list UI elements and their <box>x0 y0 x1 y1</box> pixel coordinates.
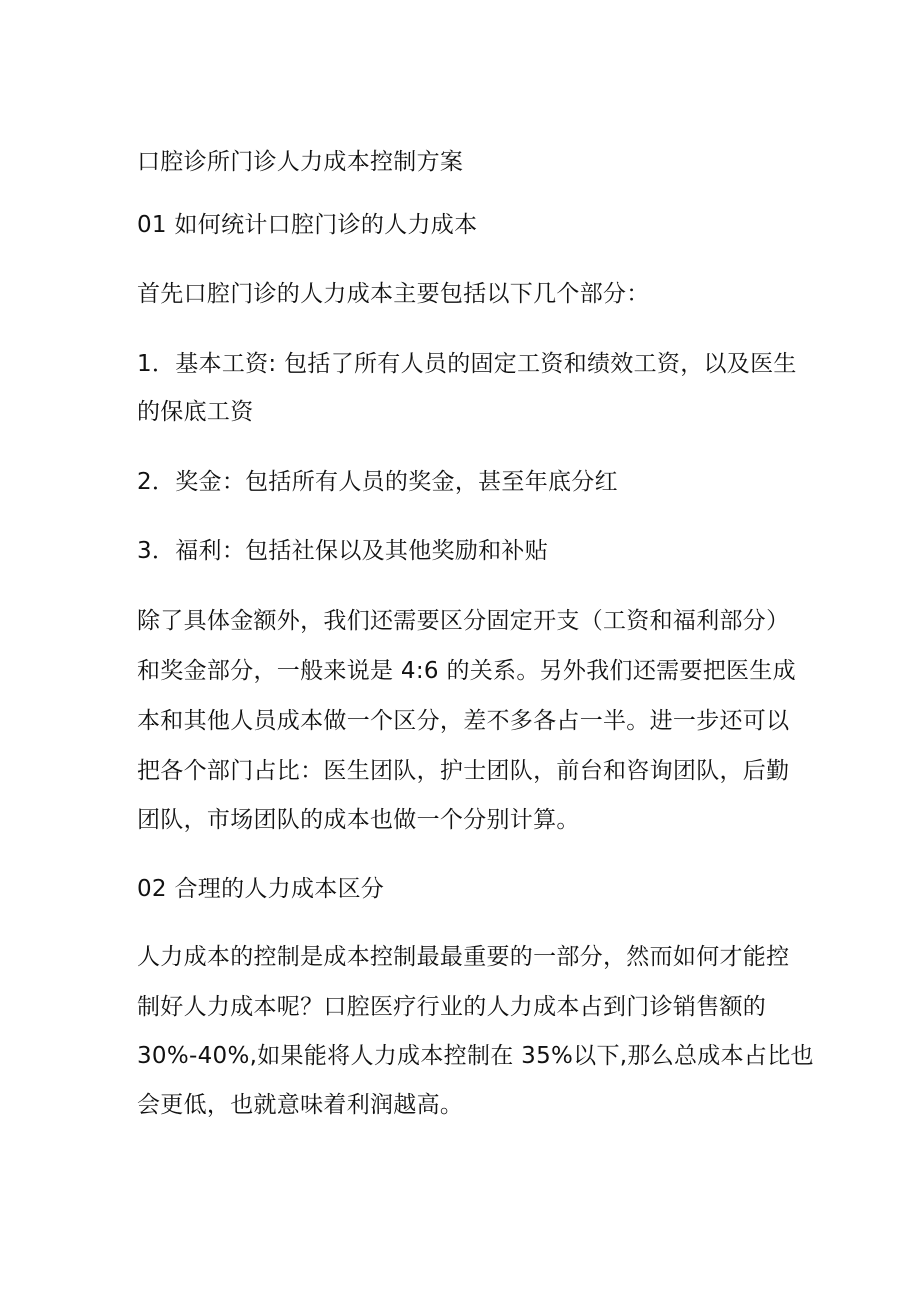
list-item-basic-salary-continued: 的保底工资 <box>137 399 254 425</box>
paragraph-line: 团队，市场团队的成本也做一个分别计算。 <box>137 807 580 833</box>
document-title: 口腔诊所门诊人力成本控制方案 <box>137 149 464 175</box>
paragraph-line: 除了具体金额外，我们还需要区分固定开支（工资和福利部分） <box>137 608 790 634</box>
section-heading-01: 01 如何统计口腔门诊的人力成本 <box>137 212 478 238</box>
section-heading-02: 02 合理的人力成本区分 <box>137 876 385 902</box>
paragraph-line: 30%-40%,如果能将人力成本控制在 35%以下,那么总成本占比也 <box>137 1043 814 1069</box>
section1-intro: 首先口腔门诊的人力成本主要包括以下几个部分： <box>137 281 650 307</box>
paragraph-line: 本和其他人员成本做一个区分，差不多各占一半。进一步还可以 <box>137 708 790 734</box>
paragraph-line: 会更低，也就意味着利润越高。 <box>137 1092 464 1118</box>
paragraph-line: 制好人力成本呢？口腔医疗行业的人力成本占到门诊销售额的 <box>137 994 767 1020</box>
paragraph-line: 人力成本的控制是成本控制最最重要的一部分，然而如何才能控 <box>137 944 790 970</box>
paragraph-line: 把各个部门占比：医生团队，护士团队，前台和咨询团队，后勤 <box>137 758 790 784</box>
list-item-benefits: 3．福利：包括社保以及其他奖励和补贴 <box>137 538 549 564</box>
list-item-bonus: 2．奖金：包括所有人员的奖金，甚至年底分红 <box>137 469 618 495</box>
paragraph-line: 和奖金部分，一般来说是 4:6 的关系。另外我们还需要把医生成 <box>137 658 796 684</box>
list-item-basic-salary: 1．基本工资: 包括了所有人员的固定工资和绩效工资，以及医生 <box>137 351 797 377</box>
